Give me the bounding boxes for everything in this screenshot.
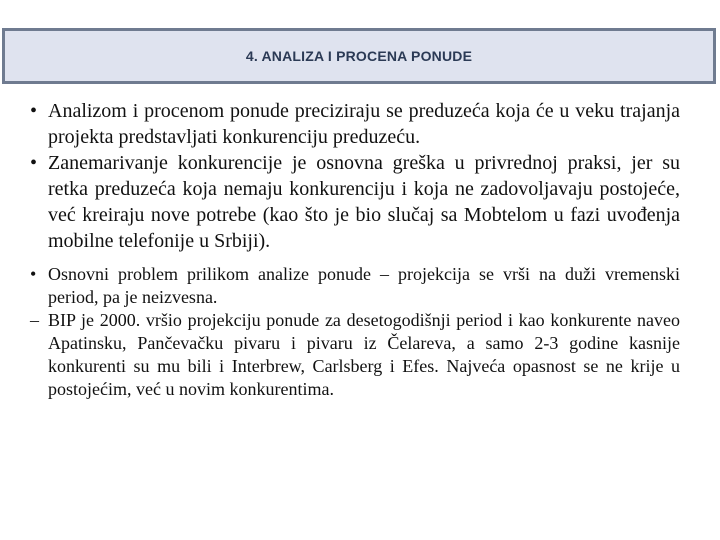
- slide-title: 4. ANALIZA I PROCENA PONUDE: [245, 48, 473, 64]
- bullet-item: [30, 98, 680, 150]
- bullet-text: Zanemarivanje konkurencije je osnovna greška u privrednoj praksi, jer su retka preduzeća koja nemaju konkurenciju i koja ne zadovoljavaju postojeće, već kreiraju nove potrebe (kao što je bio slučaj sa Mobtelom u fazi uvođenja mobilne telefonije u Srbiji).: [48, 152, 680, 252]
- bullet-text: Osnovni problem prilikom analize ponude – projekcija se vrši na duži vremenski period, pa je neizvesna.: [48, 264, 680, 307]
- slide-content: [30, 98, 680, 401]
- title-box: [2, 28, 716, 84]
- dash-item: [30, 309, 680, 401]
- bullet-marker: •: [30, 100, 38, 122]
- bullet-marker: •: [30, 264, 37, 284]
- bullet-item: [30, 150, 680, 254]
- bullet-item: [30, 263, 680, 309]
- bullet-text: Analizom i procenom ponude preciziraju se preduzeća koja će u veku trajanja projekta predstavljati konkurenciju preduzeću.: [48, 100, 680, 148]
- dash-marker: –: [30, 310, 39, 330]
- bullet-marker: •: [30, 152, 38, 174]
- dash-text: BIP je 2000. vršio projekciju ponude za desetogodišnji period i kao konkurente naveo Apatinsku, Pančevačku pivaru i pivaru iz Čelareva, a samo 2-3 godine kasnije konkurenti su mu bili i Interbrew, Carlsberg i Efes. Najveća opasnost se ne krije u postojećim, već u novim konkurentima.: [48, 310, 680, 399]
